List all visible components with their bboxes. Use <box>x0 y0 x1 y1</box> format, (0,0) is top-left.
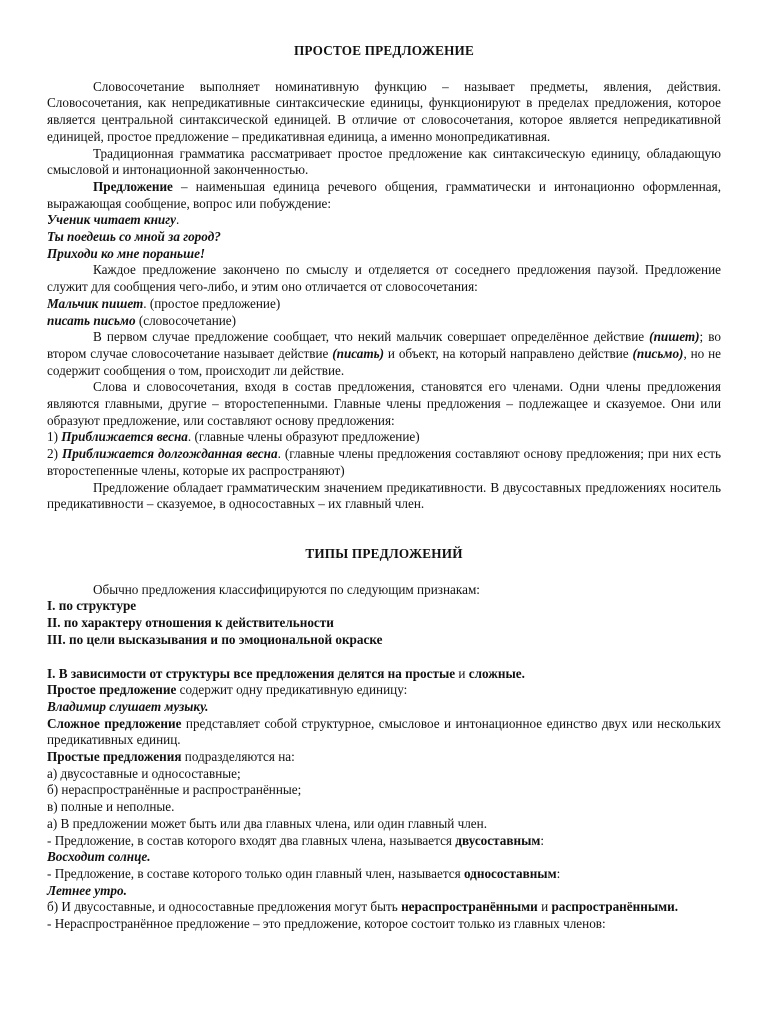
term-simple-sentence: Простое предложение <box>47 682 177 698</box>
text-run: В первом случае предложение сообщает, что некий мальчик совершает определённое действие <box>93 329 650 345</box>
paragraph-sentence-definition <box>47 179 721 212</box>
section-spacer <box>47 649 721 666</box>
list-note: . (главные члены образуют предложение) <box>187 429 420 445</box>
emphasis-word: (письмо) <box>632 345 684 361</box>
text-run: и <box>537 899 552 915</box>
example-one-part <box>47 883 721 900</box>
section-title-simple-sentence: ПРОСТОЕ ПРЕДЛОЖЕНИЕ <box>293 43 475 58</box>
text-run: - Предложение, в составе которого только один главный член, называется <box>47 865 464 881</box>
list-item-2 <box>47 446 721 479</box>
paragraph-two-part <box>47 833 721 850</box>
section-spacer <box>47 513 721 546</box>
example-text: Приближается долгожданная весна <box>61 446 278 462</box>
example-text: Восходит солнце. <box>47 849 151 865</box>
heading-structure-division <box>47 666 721 683</box>
heading-text: I. В зависимости от структуры все предложения делятся на простые <box>47 665 456 681</box>
paragraph-sentence-vs-phrase: Каждое предложение закончено по смыслу и отделяется от соседнего предложения паузой. Предложение служит для сообщения чего-либо, и этим оно отличается от словосочетания: <box>47 262 721 295</box>
example-simple-sentence <box>47 296 721 313</box>
subtype-b: б) нераспространённые и распространённые; <box>47 782 302 798</box>
definition-text: представляет собой структурное, смысловое и интонационное единство двух или нескольких предикативных единиц. <box>47 715 721 748</box>
text-run: и объект, на который направлено действие <box>384 345 633 361</box>
example-text: Приходи ко мне пораньше! <box>47 245 206 261</box>
definition-text: содержит одну предикативную единицу: <box>176 682 408 698</box>
paragraph-traditional-grammar: Традиционная грамматика рассматривает простое предложение как синтаксическую единицу, обладающую смысловой и интонационной законченностью. <box>47 145 721 178</box>
term-extended: распространёнными. <box>551 899 678 915</box>
term-simple-sentences: Простые предложения <box>47 749 182 765</box>
paragraph-predicativity: Предложение обладает грамматическим значением предикативности. В двусоставных предложениях носитель предикативности – сказуемое, в односоставных – их главный член. <box>47 479 721 512</box>
list-note: . (главные члены предложения составляют основу предложения; при них есть второстепенные члены, которые их распространяют) <box>47 446 721 478</box>
criterion-reality <box>47 615 721 632</box>
subtype-a: а) двусоставные и односоставные; <box>47 765 241 781</box>
example-imperative <box>47 246 721 263</box>
example-two-part <box>47 849 721 866</box>
example-note: (словосочетание) <box>135 312 237 328</box>
paragraph-simple-subdivision <box>47 749 721 766</box>
list-item-1 <box>47 429 721 446</box>
text-run: - Предложение, в состав которого входят два главных члена, называется <box>47 832 456 848</box>
definition-text: подразделяются на: <box>181 749 295 765</box>
heading-text: сложные. <box>468 665 525 681</box>
term-two-part: двусоставным <box>455 832 541 848</box>
list-number: 1) <box>47 429 62 445</box>
criterion-text: III. по цели высказывания и по эмоциональной окраске <box>47 631 383 647</box>
emphasis-word: (писать) <box>332 345 385 361</box>
example-punct: . <box>176 212 180 228</box>
term-one-part: односоставным <box>463 865 557 881</box>
heading-conj: и <box>455 665 469 681</box>
paragraph-sentence-members: Слова и словосочетания, входя в состав предложения, становятся его членами. Одни члены предложения являются главными, другие – второстепенными. Главные члены предложения – подлежащее и сказуемое. Они или образуют предложение, или составляют основу предложения: <box>47 379 721 428</box>
criterion-text: I. по структуре <box>47 598 137 614</box>
paragraph-one-part <box>47 866 721 883</box>
example-note: . (простое предложение) <box>143 295 281 311</box>
example-text: Приближается весна <box>61 429 188 445</box>
paragraph-first-case <box>47 329 721 379</box>
paragraph-extended <box>47 899 721 916</box>
subtype-c: в) полные и неполные. <box>47 799 175 815</box>
example-simple <box>47 699 721 716</box>
example-text: писать письмо <box>47 312 136 328</box>
paragraph-simple-sentence <box>47 682 721 699</box>
paragraph-main-members: а) В предложении может быть или два главных члена, или один главный член. <box>47 815 487 831</box>
example-text: Летнее утро. <box>47 882 127 898</box>
example-text: Мальчик пишет <box>47 295 144 311</box>
example-statement <box>47 212 721 229</box>
term-sentence: Предложение <box>93 178 173 194</box>
emphasis-word: (пишет) <box>649 329 700 345</box>
criterion-text: II. по характеру отношения к действительности <box>47 615 334 631</box>
definition-text: – наименьшая единица речевого общения, грамматически и интонационно оформленная, выражающая сообщение, вопрос или побуждение: <box>47 178 721 211</box>
criterion-purpose <box>47 632 721 649</box>
term-complex-sentence: Сложное предложение <box>47 715 182 731</box>
term-unextended: нераспространёнными <box>401 899 538 915</box>
example-text: Владимир слушает музыку. <box>47 698 209 714</box>
criterion-structure <box>47 598 721 615</box>
paragraph-unextended-definition: - Нераспространённое предложение – это предложение, которое состоит только из главных членов: <box>47 916 606 932</box>
text-run: , но не содержит сообщения о том, происходит ли действие. <box>47 345 721 378</box>
example-text: Ты поедешь со мной за город? <box>47 229 221 245</box>
paragraph-phrase-function: Словосочетание выполняет номинативную функцию – называет предметы, явления, действия. Словосочетания, как непредикативные синтаксические единицы, функционируют в пределах предложения, которое является центральной синтаксической единицей. В отличие от словосочетания, которое является непредикативной единицей, простое предложение – предикативная единица, а именно монопредикативная. <box>47 78 721 144</box>
document-page <box>47 40 721 933</box>
example-phrase <box>47 313 721 330</box>
paragraph-classification-intro: Обычно предложения классифицируются по следующим признакам: <box>93 581 480 597</box>
section-title-sentence-types: ТИПЫ ПРЕДЛОЖЕНИЙ <box>305 545 463 561</box>
example-text: Ученик читает книгу <box>47 212 176 228</box>
text-run: : <box>556 865 561 881</box>
text-run: б) И двусоставные, и односоставные предложения могут быть <box>47 899 402 915</box>
list-number: 2) <box>47 446 62 462</box>
example-question <box>47 229 721 246</box>
paragraph-complex-sentence <box>47 716 721 749</box>
text-run: ; во втором случае словосочетание называет действие <box>47 329 721 361</box>
text-run: : <box>540 832 545 848</box>
